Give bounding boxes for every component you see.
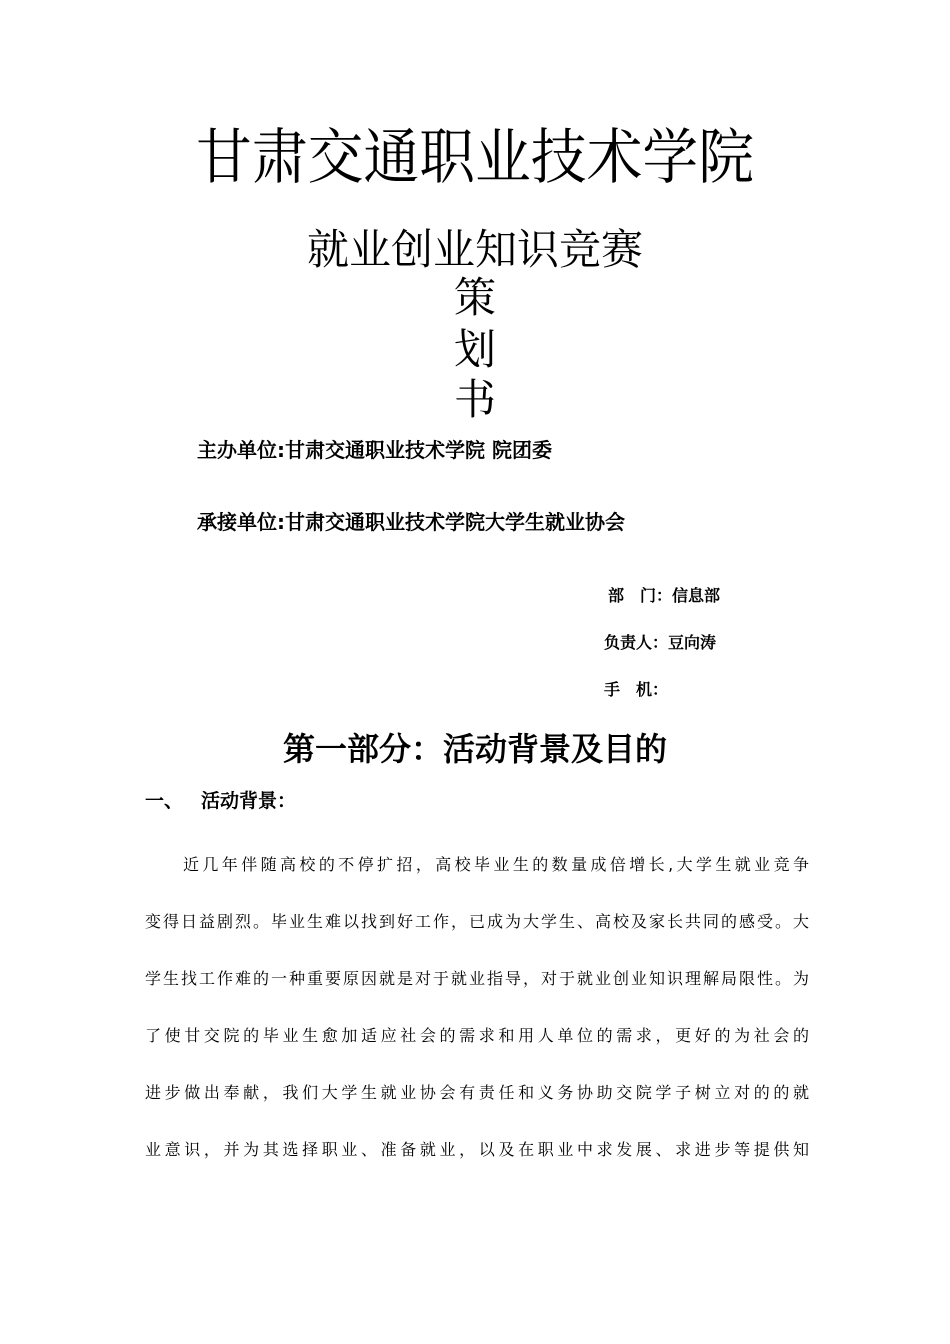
paragraph-line: 了使甘交院的毕业生愈加适应社会的需求和用人单位的需求，更好的为社会的 bbox=[145, 1026, 809, 1045]
background-paragraph bbox=[145, 836, 809, 1178]
undertaking-organizer: 承接单位:甘肃交通职业技术学院大学生就业协会 bbox=[197, 510, 625, 534]
paragraph-line: 近几年伴随高校的不停扩招，高校毕业生的数量成倍增长,大学生就业竞争 bbox=[183, 855, 809, 874]
paragraph-line: 变得日益剧烈。毕业生难以找到好工作，已成为大学生、高校及家长共同的感受。大 bbox=[145, 912, 809, 931]
paragraph-line: 学生找工作难的一种重要原因就是对于就业指导，对于就业创业知识理解局限性。为 bbox=[145, 969, 809, 988]
section-title: 活动背景： bbox=[201, 790, 297, 812]
event-title: 就业创业知识竞赛 bbox=[306, 225, 643, 274]
paragraph-line: 进步做出奉献，我们大学生就业协会有责任和义务协助交院学子树立对的的就 bbox=[145, 1083, 809, 1102]
school-title: 甘肃交通职业技术学院 bbox=[196, 123, 754, 193]
host-organizer: 主办单位:甘肃交通职业技术学院 院团委 bbox=[197, 438, 552, 462]
section-number: 一、 bbox=[145, 790, 184, 812]
contact-phone: 手 机： bbox=[604, 680, 669, 699]
paragraph-line: 业意识，并为其选择职业、准备就业，以及在职业中求发展、求进步等提供知 bbox=[145, 1140, 809, 1159]
doc-type-char-2: 划 bbox=[453, 325, 496, 374]
doc-type-char-1: 策 bbox=[453, 273, 496, 322]
part-one-title: 第一部分：活动背景及目的 bbox=[282, 730, 667, 768]
contact-person: 负责人：豆向涛 bbox=[604, 633, 717, 652]
doc-type-char-3: 书 bbox=[453, 375, 496, 424]
contact-department: 部 门：信息部 bbox=[608, 586, 721, 605]
